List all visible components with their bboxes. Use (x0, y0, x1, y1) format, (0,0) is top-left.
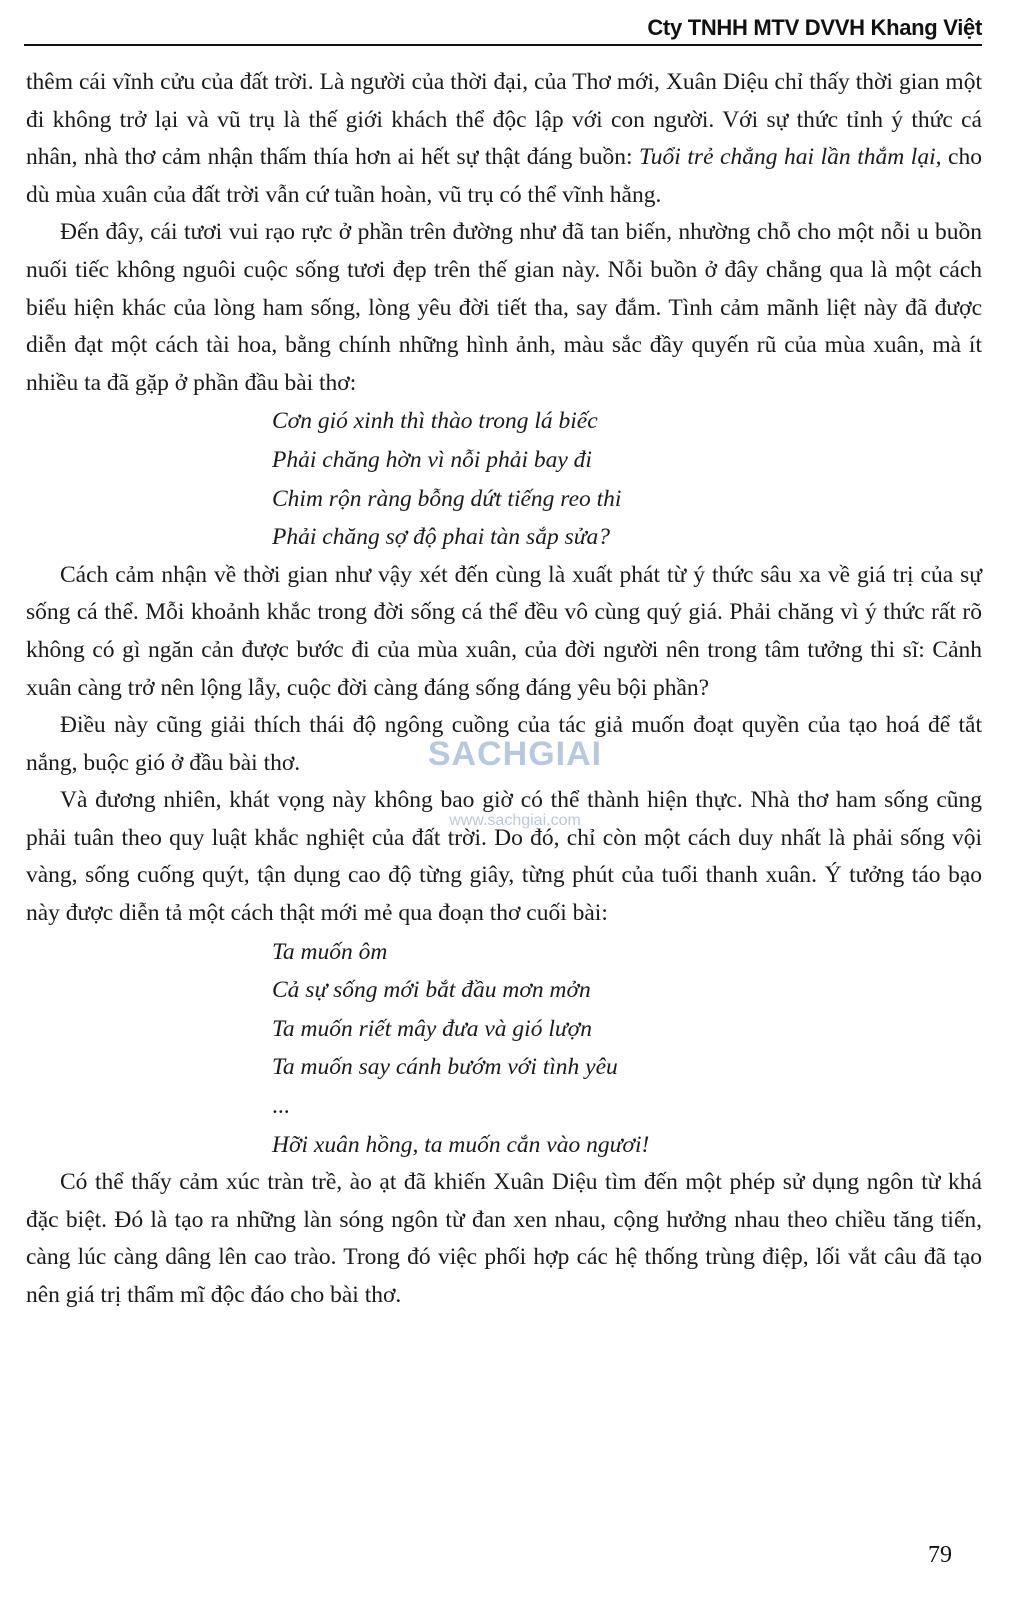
publisher-header-title: Cty TNHH MTV DVVH Khang Việt (647, 15, 982, 40)
poem-line: Phải chăng sợ độ phai tàn sắp sửa? (272, 524, 611, 551)
poem-line: Ta muốn riết mây đưa và gió lượn (272, 1015, 592, 1042)
poem-line: Chim rộn ràng bỗng dứt tiếng reo thi (272, 485, 622, 512)
paragraph-1-text-b: cho dù mùa xuân của đất trời vẫn cứ tuần hoàn, vũ trụ có thể vĩnh hằng. (26, 144, 982, 208)
paragraph-6: Có thể thấy cảm xúc tràn trề, ào ạt đã khiến Xuân Diệu tìm đến một phép sử dụng ngôn từ khá đặc biệt. Đó là tạo ra những làn sóng ngôn từ đan xen nhau, cộng hưởng nhau theo chiều tăng tiến, càng lúc càng dâng lên cao trào. Trong đó việc phối hợp các hệ thống trùng điệp, lối vắt câu đã tạo nên giá trị thẩm mĩ độc đáo cho bài thơ. (26, 1169, 982, 1308)
poem-line: Hỡi xuân hồng, ta muốn cắn vào ngươi! (272, 1131, 650, 1158)
poem-excerpt-2 (26, 933, 982, 1165)
poem-ellipsis: ... (272, 1093, 290, 1120)
poem-line: Ta muốn ôm (272, 938, 388, 965)
paragraph-4: Điều này cũng giải thích thái độ ngông cuồng của tác giả muốn đoạt quyền của tạo hoá để tắt nắng, buộc gió ở đầu bài thơ. (26, 712, 982, 776)
paragraph-1-text-a: thêm cái vĩnh cửu của đất trời. Là người của thời đại, của Thơ mới, Xuân Diệu chỉ thấy thời gian một đi không trở lại và vũ trụ là thế giới khách thể độc lập với con người. Với sự thức tỉnh ý thức cá nhân, nhà thơ cảm nhận thấm thía hơn ai hết sự thật đáng buồn: (26, 69, 982, 171)
paragraph-2: Đến đây, cái tươi vui rạo rực ở phần trên đường như đã tan biến, nhường chỗ cho một nỗi u buồn nuối tiếc không nguôi cuộc sống tươi đẹp trên thế gian này. Nỗi buồn ở đây chẳng qua là một cách biểu hiện khác của lòng ham sống, lòng yêu đời tiết tha, say đắm. Tình cảm mãnh liệt này đã được diễn đạt một cách tài hoa, bằng chính những hình ảnh, màu sắc đầy quyến rũ của mùa xuân, mà ít nhiều ta đã gặp ở phần đầu bài thơ: (26, 219, 982, 396)
watermark-brand: SACHGIAI (427, 735, 603, 773)
poem-excerpt-1 (26, 402, 982, 556)
paragraph-1-italic-quote: Tuổi trẻ chẳng hai lần thắm lại, (639, 144, 942, 171)
poem-line: Phải chăng hờn vì nỗi phải bay đi (272, 446, 592, 473)
page-header (24, 8, 982, 46)
watermark-url: www.sachgiai.com (449, 812, 581, 829)
poem-line: Ta muốn say cánh bướm với tình yêu (272, 1054, 618, 1081)
paragraph-3: Cách cảm nhận về thời gian như vậy xét đến cùng là xuất phát từ ý thức sâu xa về giá trị của sự sống cá thể. Mỗi khoảnh khắc trong đời sống cá thể đều vô cùng quý giá. Phải chăng vì ý thức rất rõ không có gì ngăn cản được bước đi của mùa xuân, của đời người nên trong tâm tưởng thi sĩ: Cảnh xuân càng trở nên lộng lẫy, cuộc đời càng đáng sống đáng yêu bội phần? (26, 561, 982, 701)
poem-line: Cả sự sống mới bắt đầu mơn mởn (272, 977, 591, 1004)
page-content (26, 64, 982, 1315)
poem-line: Cơn gió xinh thì thào trong lá biếc (272, 408, 598, 435)
paragraph-1 (26, 64, 982, 214)
page-number: 79 (928, 1542, 952, 1568)
paragraph-5: Và đương nhiên, khát vọng này không bao giờ có thể thành hiện thực. Nhà thơ ham sống cũng phải tuân theo quy luật khắc nghiệt của đất trời. Do đó, chỉ còn một cách duy nhất là phải sống vội vàng, sống cuống quýt, tận dụng cao độ từng giây, từng phút của tuổi thanh xuân. Ý tưởng táo bạo này được diễn tả một cách thật mới mẻ qua đoạn thơ cuối bài: (26, 787, 982, 927)
